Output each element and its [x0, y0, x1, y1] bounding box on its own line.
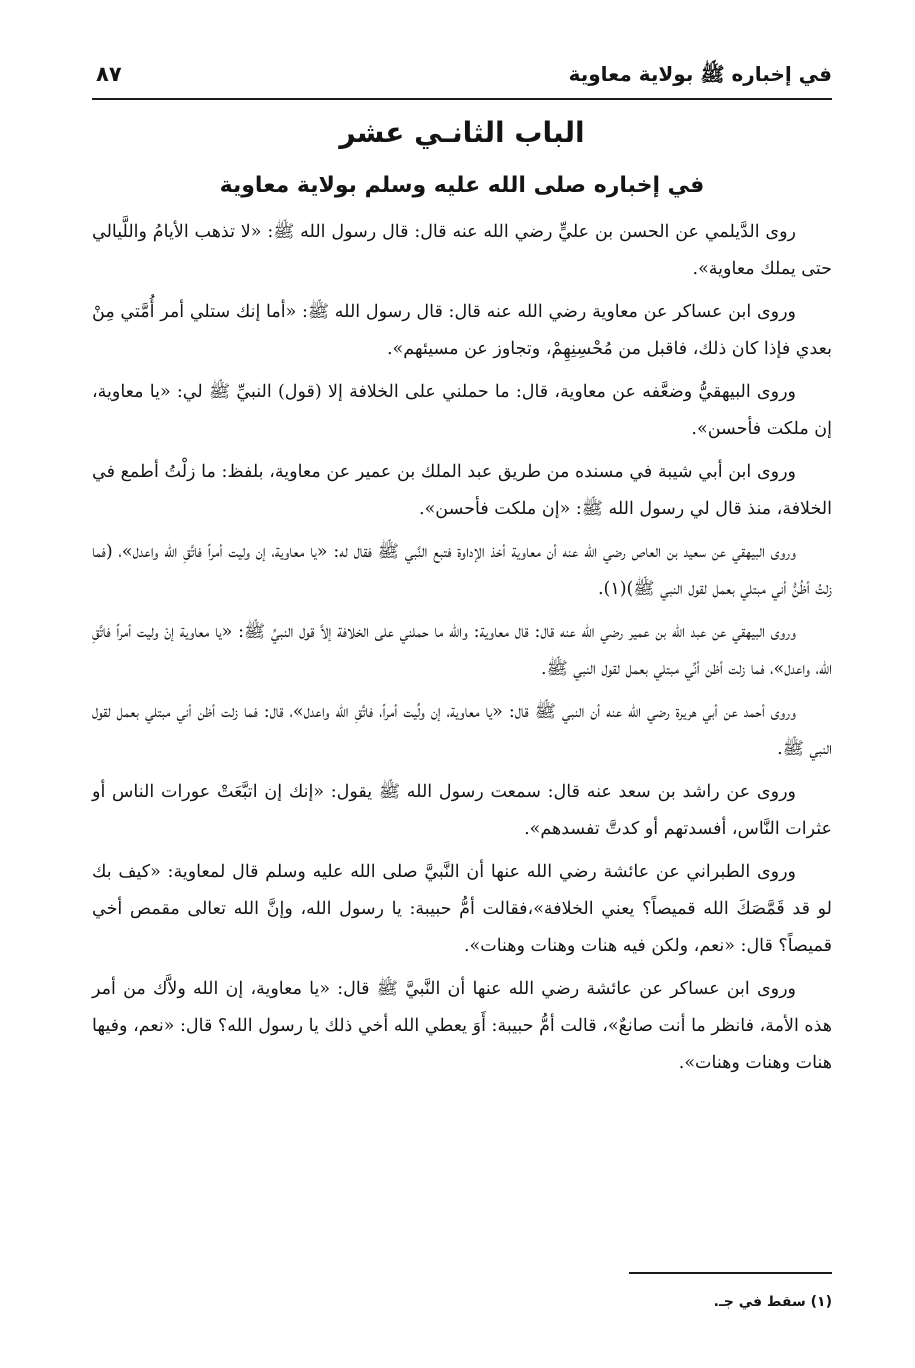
paragraph-7: وروى أحمد عن أبي هريرة رضي الله عنه أن النبي ﷺ قال: «يا معاوية، إن ولِّيت أمراً، فاتَّقِ الله واعدل»، قال: فما زلت أظن أني مبتلي بعمل لقول النبي ﷺ. — [92, 702, 832, 759]
paragraph-4: وروى ابن أبي شيبة في مسنده من طريق عبد الملك بن عمير عن معاوية، بلفظ: ما زلْتُ أطمع في الخلافة، منذ قال لي رسول الله ﷺ: «إن ملكت فأحسن». — [92, 462, 832, 519]
chapter-subtitle: في إخباره صلى الله عليه وسلم بولاية معاوية — [219, 173, 705, 198]
paragraph-10: وروى ابن عساكر عن عائشة رضي الله عنها أن النَّبيَّ ﷺ قال: «يا معاوية، إن الله ولاَّك من أمر هذه الأمة، فانظر ما أنت صانعٌ»، قالت أمُّ حبيبة: أَوَ يعطي الله أخي ذلك يا رسول الله؟ قال: «نعم، وفيها هنات وهنات وهنات». — [92, 979, 832, 1073]
footnote-separator — [629, 1272, 832, 1274]
paragraph-6: وروى البيهقي عن عبد الله بن عمير رضي الله عنه قال: قال معاوية: والله ما حملني على الخلافة إلاَّ قول النبيِّ ﷺ: «يا معاوية إنْ وليت أمراً فاتَّقِ الله، واعدل»، فما زلت أظن أنِّي مبتلي بعمل لقول النبي ﷺ. — [92, 622, 832, 679]
page-number: ٨٧ — [96, 62, 122, 86]
footnote: (١) سقط في جـ. — [713, 1294, 832, 1310]
paragraph-1: روى الدَّيلمي عن الحسن بن عليٍّ رضي الله عنه قال: قال رسول الله ﷺ: «لا تذهب الأيامُ واللَّيالي حتى يملك معاوية». — [92, 222, 832, 279]
paragraph-2: وروى ابن عساكر عن معاوية رضي الله عنه قال: قال رسول الله ﷺ: «أما إنك ستلي أمر أُمَّتي مِنْ بعدي فإذا كان ذلك، فاقبل من مُحْسِنِهِمْ، وتجاوز عن مسيئهم». — [92, 302, 832, 359]
paragraph-9: وروى الطبراني عن عائشة رضي الله عنها أن النَّبيَّ صلى الله عليه وسلم قال لمعاوية: «كيف بك لو قد قَمَّصَكَ الله قميصاً؟ يعني الخلافة»،فقالت أمُّ حبيبة: يا رسول الله، وإنَّ الله تعالى مقمص أخي قميصاً؟ قال: «نعم، ولكن فيه هنات وهنات وهنات». — [92, 862, 832, 956]
chapter-title: الباب الثانـي عشر — [339, 116, 585, 149]
paragraph-8: وروى عن راشد بن سعد عنه قال: سمعت رسول الله ﷺ يقول: «إنك إن اتبَّعَتْ عورات الناس أو عثرات النَّاس، أفسدتهم أو كدتَّ تفسدهم». — [92, 782, 832, 839]
body-text — [92, 214, 832, 1088]
paragraph-5: وروى البيهقي عن سعيد بن العاص رضي الله عنه أن معاوية أخذ الإداوة فتبع النَّبي ﷺ فقال له: «يا معاوية، إن وليت أمراً فاتَّقِ الله واعدل»، (فما زلتُ أظُنُّ أني مبتلي بعمل لقول النبي ﷺ)(١). — [92, 542, 832, 599]
paragraph-3: وروى البيهقيُّ وضعَّفه عن معاوية، قال: ما حملني على الخلافة إلا (قول) النبيِّ ﷺ لي: «يا معاوية، إن ملكت فأحسن». — [92, 382, 832, 439]
running-header — [92, 58, 832, 100]
running-title: في إخباره ﷺ بولاية معاوية — [568, 62, 832, 86]
